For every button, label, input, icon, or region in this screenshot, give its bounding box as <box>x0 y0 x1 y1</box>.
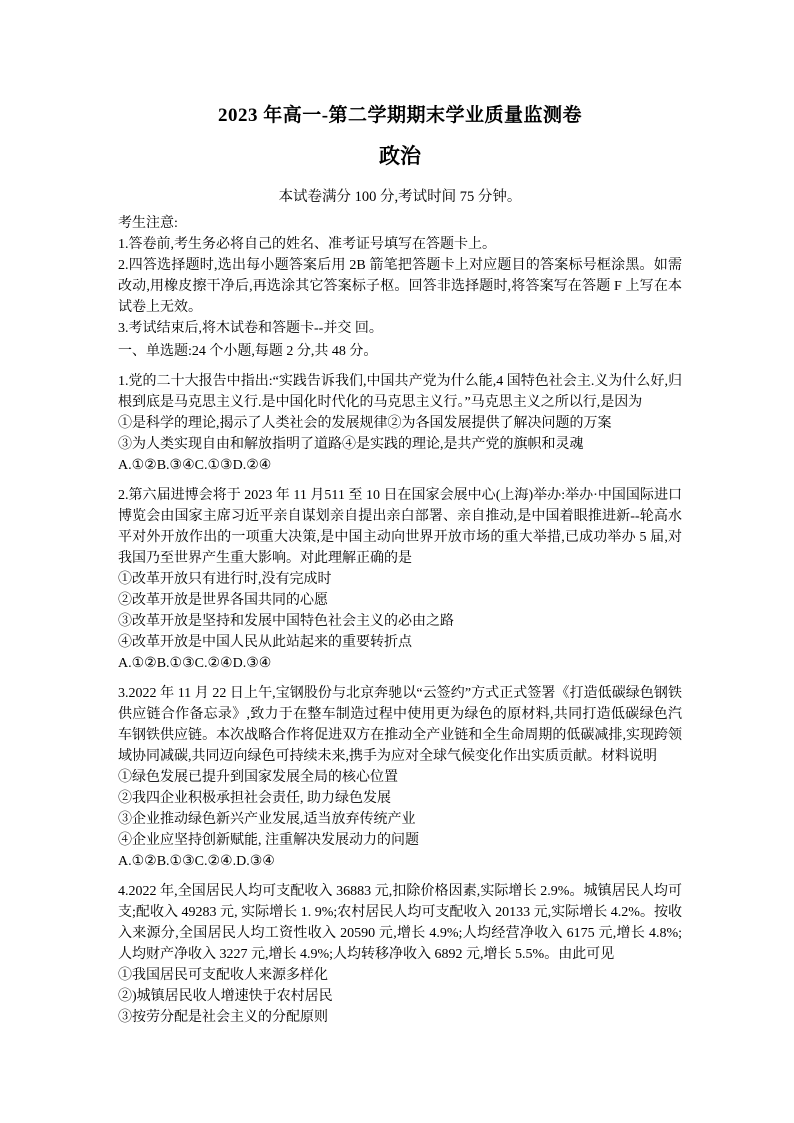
question-2-answer-choices: A.①②B.①③C.②④D.③④ <box>118 656 272 671</box>
question-2-option-4: ④改革开放是中国人民从此站起来的重要转折点 <box>118 635 412 650</box>
exam-subject: 政治 <box>379 144 421 168</box>
notices-header: 考生注意: <box>118 216 178 231</box>
question-3-option-3: ③企业推动绿色新兴产业发展,适当放弃传统产业 <box>118 812 416 827</box>
notice-item-2: 2.四答选择题时,选出每小题答案后用 2B 箭笔把答题卡上对应题目的答案标号框涂黑。如需改动,用橡皮擦干净后,再选涂其它答案标子枢。回答非选择题时,将答案写在答题 F 上写在本试卷上无效。 <box>118 258 682 315</box>
question-1 <box>118 371 682 476</box>
question-2-stem: 2.第六届进博会将于 2023 年 11 月511 至 10 日在国家会展中心(上海)举办:举办·中国国际进口博览会由国家主席习近平亲自谋划亲自提出亲白部署、亲自推动,是中国着眼推进新--轮高水平对外开放作出的一项重大决策,是中国主动向世界开放市场的重大举措,已成功举办 5 届,对我国乃至世界产生重大影响。对此理解正确的是 <box>118 488 682 566</box>
notice-item-3: 3.考试结束后,将木试卷和答题卡--并交 回。 <box>118 321 383 336</box>
question-3-option-2: ②我四企业积极承担社会责任, 助力绿色发展 <box>118 791 391 806</box>
section-header: 一、单选题:24 个小题,每题 2 分,共 48 分。 <box>118 344 378 359</box>
exam-info: 本试卷满分 100 分,考试时间 75 分钟。 <box>278 189 522 205</box>
question-4-stem: 4.2022 年,全国居民人均可支配收入 36883 元,扣除价格因素,实际增长 2.9%。城镇居民人均可支;配收入 49283 元, 实际增长 1. 9%;农村居民人均可支配收入 20133 元,实际增长 4.2%。按收入来源分,全国居民人均工资性收入 20590 元,增长 4.9%;人均经营净收入 6175 元,增长 4.8%;人均财产净收入 3227 元,增长 4.9%;人均转移净收入 6892 元,增长 5.5%。由此可见 <box>118 884 682 962</box>
question-2 <box>118 485 682 674</box>
question-4-option-3: ③按劳分配是社会主义的分配原则 <box>118 1010 328 1025</box>
question-1-stem: 1.党的二十大报告中指出:“实践告诉我们,中国共产党为什么能,4 国特色社会主.义为什么好,归根到底是马克思主义行.是中国化时代化的马克思主义行。”马克思主义之所以行,是因为 <box>118 374 682 410</box>
question-1-option-b: ③为人类实现自由和解放指明了道路④是实践的理论,是共产党的旗帜和灵魂 <box>118 437 584 452</box>
question-3-option-1: ①绿色发展已提升到国家发展全局的核心位置 <box>118 770 398 785</box>
question-1-answer-choices: A.①②B.③④C.①③D.②④ <box>118 458 272 473</box>
question-3 <box>118 683 682 872</box>
question-2-option-2: ②改革开放是世界各国共同的心愿 <box>118 593 328 608</box>
question-4-option-2: ②)城镇居民收人增速快于农村居民 <box>118 989 333 1004</box>
question-2-option-3: ③改革开放是坚持和发展中国特色社会主义的必由之路 <box>118 614 454 629</box>
question-2-option-1: ①改革开放只有进行时,没有完成时 <box>118 572 332 587</box>
question-4 <box>118 881 682 1028</box>
question-4-option-1: ①我国居民可支配收人来源多样化 <box>118 968 328 983</box>
question-3-stem: 3.2022 年 11 月 22 日上午,宝钢股份与北京奔驰以“云签约”方式正式签署《打造低碳绿色钢铁供应链合作备忘录》,致力于在整车制造过程中使用更为绿色的原材料,共同打造低碳绿色汽车钢铁供应链。本次战略合作将促进双方在推动全产业链和全生命周期的低碳减排,实现跨领域协同减碳,共同迈向绿色可持续未来,携手为应对全球气候变化作出实质贡献。材料说明 <box>118 686 682 764</box>
notice-item-1: 1.答卷前,考生务必将自己的姓名、准考证号填写在答题卡上。 <box>118 237 496 252</box>
exam-body <box>118 213 682 1028</box>
exam-title: 2023 年高一-第二学期期末学业质量监测卷 <box>217 105 583 126</box>
question-3-answer-choices: A.①②B.①③C.②④.D.③④ <box>118 854 275 869</box>
question-3-option-4: ④企业应坚持创新赋能, 注重解决发展动力的问题 <box>118 833 419 848</box>
question-1-option-a: ①是科学的理论,揭示了人类社会的发展规律②为各国发展提供了解决问题的万案 <box>118 416 612 431</box>
